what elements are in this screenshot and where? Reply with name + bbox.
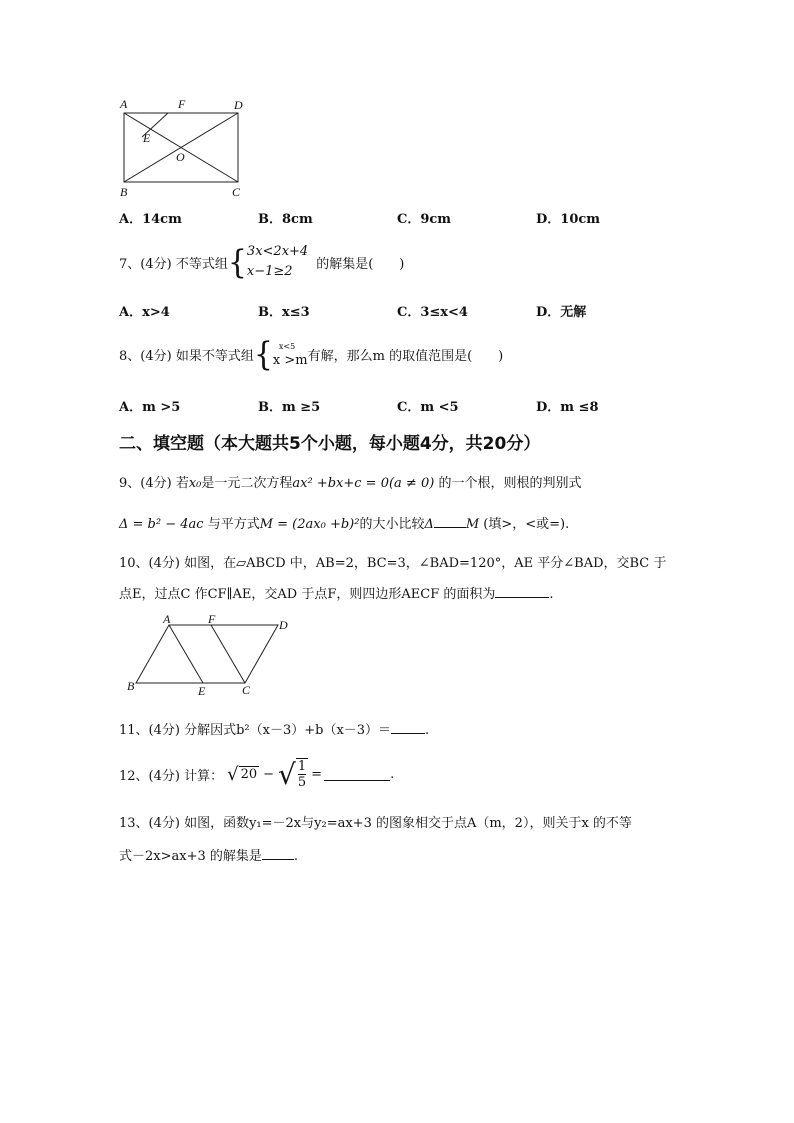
- q9-answer-blank[interactable]: [434, 514, 466, 528]
- q7-system: [247, 242, 308, 282]
- q8-option-b: B．m ≥5: [258, 400, 321, 415]
- q13-end: .: [293, 849, 299, 864]
- q11-text: 11、(4分) 分解因式b²（x－3）+b（x－3）＝: [119, 723, 392, 738]
- q7-suffix: 的解集是( ): [316, 256, 405, 272]
- question-10-line2: [119, 583, 554, 602]
- q12-equals: =: [311, 766, 323, 782]
- q6-option-c: C．9cm: [397, 212, 452, 227]
- label-F: F: [178, 97, 186, 111]
- section-2-title: 二、填空题（本大题共5个小题，每小题4分，共20分）: [119, 434, 541, 454]
- q9-text-b: 是一元二次方程: [201, 476, 293, 491]
- q9-text-a: 9、(4分) 若: [119, 476, 189, 491]
- q7-option-b: B．x≤3: [258, 305, 310, 320]
- label-C: C: [232, 185, 241, 199]
- q12-prefix: 12、(4分) 计算：: [119, 768, 224, 784]
- question-8: [119, 334, 503, 374]
- question-13-line1: 13、(4分) 如图，函数y₁=－2x与y₂=ax+3 的图象相交于点A（m，2），则关于x 的不等: [119, 816, 632, 831]
- q12-minus: −: [263, 766, 275, 782]
- q8-option-a: A．m >5: [119, 400, 181, 415]
- q9-text-f: (填>，<或=).: [483, 517, 570, 532]
- label-C: C: [242, 683, 251, 697]
- label-A: A: [120, 97, 128, 111]
- q7-brace: {: [227, 242, 247, 282]
- label-F: F: [208, 612, 216, 626]
- q8-suffix: 有解，那么m 的取值范围是( ): [307, 348, 504, 364]
- question-12: [119, 754, 394, 794]
- q9-text-e: 的大小比较: [359, 517, 425, 532]
- question-11: [119, 719, 429, 738]
- q7-option-d: D．无解: [536, 305, 587, 320]
- label-O: O: [176, 150, 185, 164]
- q8-line2: x >m: [272, 353, 308, 368]
- question-13-line2: [119, 845, 298, 864]
- q12-radicand: 20: [240, 767, 258, 782]
- q9-text-d: 与平方式: [207, 517, 260, 532]
- segment-fc: [211, 625, 245, 683]
- q12-sqrt-frac: √ $\frac{1}{5}$: [278, 757, 307, 791]
- q9-m: M: [465, 517, 480, 532]
- q9-delta-symbol: Δ: [424, 517, 434, 532]
- q12-answer-blank[interactable]: [324, 767, 390, 781]
- q10-end: .: [549, 587, 554, 602]
- q9-m-expr: M = (2ax₀ +b)²: [259, 517, 360, 532]
- figure-parallelogram: [120, 612, 300, 700]
- q11-end: .: [425, 723, 430, 738]
- label-E: E: [198, 684, 206, 698]
- label-A: A: [163, 612, 171, 626]
- q13-answer-blank[interactable]: [262, 846, 294, 860]
- q6-option-a: A．14cm: [119, 212, 182, 227]
- segment-ae: [169, 625, 203, 683]
- q11-answer-blank[interactable]: [391, 720, 425, 734]
- q7-option-c: C．3≤x<4: [397, 305, 468, 320]
- q9-x0: x₀: [188, 476, 202, 491]
- label-D: D: [234, 98, 243, 112]
- q7-prefix: 7、(4分) 不等式组: [119, 256, 228, 272]
- q8-option-d: D．m ≤8: [536, 400, 599, 415]
- question-9-line1: [119, 472, 581, 491]
- question-7: [119, 240, 404, 284]
- parallelogram-abcd: [136, 625, 278, 683]
- q6-option-b: B．8cm: [258, 212, 313, 227]
- q12-frac-den: 5: [297, 775, 307, 790]
- figure-rectangle: [110, 95, 260, 200]
- q7-line1: 3x<2x+4: [246, 244, 309, 259]
- q8-brace: {: [253, 334, 273, 374]
- q8-system: [273, 340, 308, 368]
- q8-option-c: C．m <5: [397, 400, 459, 415]
- q12-frac-num: 1: [297, 759, 307, 774]
- q10-text: 点E，过点C 作CF∥AE，交AD 于点F，则四边形AECF 的面积为: [119, 587, 496, 602]
- q10-answer-blank[interactable]: [495, 584, 549, 598]
- q12-end: .: [390, 766, 395, 782]
- label-B: B: [127, 679, 135, 693]
- label-E: E: [143, 131, 151, 145]
- label-B: B: [120, 185, 128, 199]
- q6-option-d: D．10cm: [536, 212, 601, 227]
- q7-line2: x−1≥2: [246, 264, 293, 279]
- question-10-line1: 10、(4分) 如图，在▱ABCD 中，AB=2，BC=3，∠BAD=120°，AE 平分∠BAD，交BC 于: [119, 556, 667, 571]
- q13-text: 式－2x>ax+3 的解集是: [119, 849, 262, 864]
- label-D: D: [279, 618, 288, 632]
- question-9-line2: [119, 513, 569, 532]
- q9-equation: ax² +bx+c = 0(a ≠ 0): [292, 476, 435, 491]
- q7-option-a: A．x>4: [119, 305, 170, 320]
- q12-sqrt20: √ 20: [227, 763, 258, 785]
- q8-line1: x<5: [278, 342, 296, 351]
- q8-prefix: 8、(4分) 如果不等式组: [119, 348, 254, 364]
- q9-delta: Δ = b² − 4ac: [119, 517, 204, 532]
- q9-text-c: 的一个根，则根的判别式: [438, 476, 582, 491]
